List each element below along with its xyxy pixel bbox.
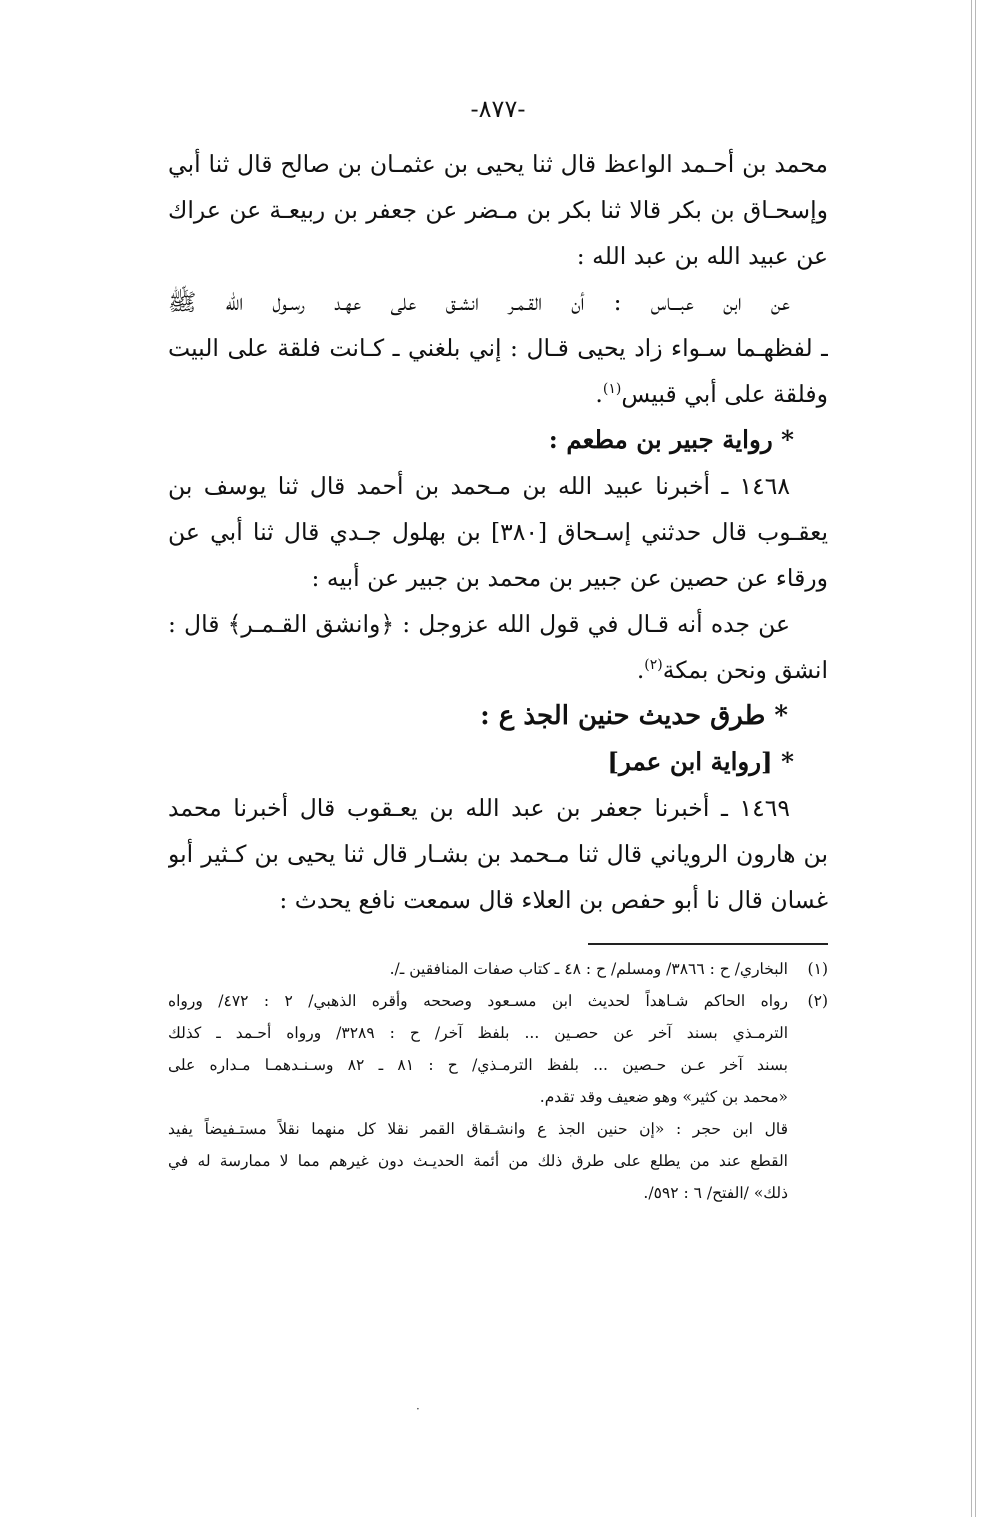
footnote-ref[interactable]: (٢) [644,657,663,674]
footnote-line: «محمد بن كثير» وهو ضعيف وقد تقدم. [539,1088,788,1106]
text-line: غسان قال نا أبو حفص بن العلاء قال سمعت نافع يحدث : [279,886,828,914]
footnote-line: الترمـذي بسند آخر عن حصـين ... بلفظ آخر/ ح : ٣٢٨٩/ ورواه أحـمد ـ كذلك [168,1024,788,1042]
page-edge-line [971,0,972,1517]
footnote-text: رواه الحاكم شـاهداً لحديث ابن مسـعود وصححه وأقره الذهبي/ ٢ : ٤٧٢/ ورواه [168,992,788,1010]
section-heading: * طرق حديث حنين الجذ ع : [480,701,788,731]
footnote-1 [168,953,828,985]
footnote-number: (٢) [807,992,828,1010]
text-line: بن هارون الروياني قال ثنا مـحمد بن بشـار قال ثنا يحيى بن كـثير أبو [168,840,828,868]
scan-speck: · [416,1402,420,1416]
paragraph [168,141,828,279]
text-line: محمد بن أحـمد الواعظ قال ثنا يحيى بن عثمـان بن صالح قال ثنا أبي [168,150,828,178]
text-line: ١٤٦٨ ـ أخبرنا عبيد الله بن مـحمد بن أحمد قال ثنا يوسف بن [168,472,790,500]
text-line: ـ لفظهـما سـواء زاد يحيى قـال : إني بلغني ـ كـانت فلقة على البيت [168,334,828,362]
footnote-ref[interactable]: (١) [602,381,622,398]
text-span: . [636,656,645,684]
footnotes [168,953,828,1209]
footnote-line: بسند آخر عـن حـصين ... بلفظ الترمـذي/ ح : ٨١ ـ ٨٢ وسـنـدهمـا مـداره على [168,1056,788,1074]
paragraph [168,785,828,923]
section-heading: * رواية جبير بن مطعم : [548,425,794,454]
page-number: -٨٧٧- [470,95,526,123]
text-line [168,371,828,417]
text-line [168,647,828,693]
text-line: يعقـوب قال حدثني إسـحاق [٣٨٠] بن بهلول جـدي قال ثنا أبي عن [168,518,828,546]
text-span: انشق ونحن بمكة [662,656,828,684]
footnote-line: ذلك» /الفتح/ ٦ : ٥٩٢/. [643,1184,788,1202]
text-line: ورقاء عن حصين عن جبير بن محمد بن جبير عن أبيه : [311,564,828,592]
footnote-2 [168,985,828,1017]
page-edge-line [975,0,976,1517]
document-page [168,95,828,1209]
text-line: ١٤٦٩ ـ أخبرنا جعفر بن عبد الله بن يعـقوب قال أخبرنا محمد [168,794,790,822]
text-line: عن ابن عبـــاس : أن القـمـر انشـق على عهـد رسـول الله ﷺ [168,288,790,316]
paragraph [168,463,828,601]
text-line: عن جده أنه قـال في قول الله عزوجل : ﴿وانشق القـمـر﴾ قال : [168,610,790,638]
section-heading: * [رواية ابن عمر] [607,747,794,776]
footnote-line: قال ابن حجر : «إن حنين الجذ ع وانشـقاق القمر نقلا كل منهما نقلاً مستـفيضاً يفيد [168,1120,788,1138]
footnote-separator [588,943,828,945]
text-line: عن عبيد الله بن عبد الله : [576,242,828,270]
text-span: . [595,380,603,408]
paragraph [168,279,828,417]
text-line: وإسحـاق بن بكر قالا ثنا بكر بن مـضر عن جعفر بن ربيعـة عن عراك [168,196,828,224]
footnote-line: القطع عند من يطلع على طرق ذلك من أئمة الحديـث دون غيرهم مما لا ممارسة له في [168,1152,788,1170]
footnote-text: البخاري/ ح : ٣٨٦٦/ ومسلم/ ح : ٤٨ ـ كتاب صفات المنافقين ـ/. [389,960,788,978]
paragraph [168,601,828,693]
footnote-number: (١) [807,960,828,978]
text-span: وفلقة على أبي قبيس [621,380,828,408]
